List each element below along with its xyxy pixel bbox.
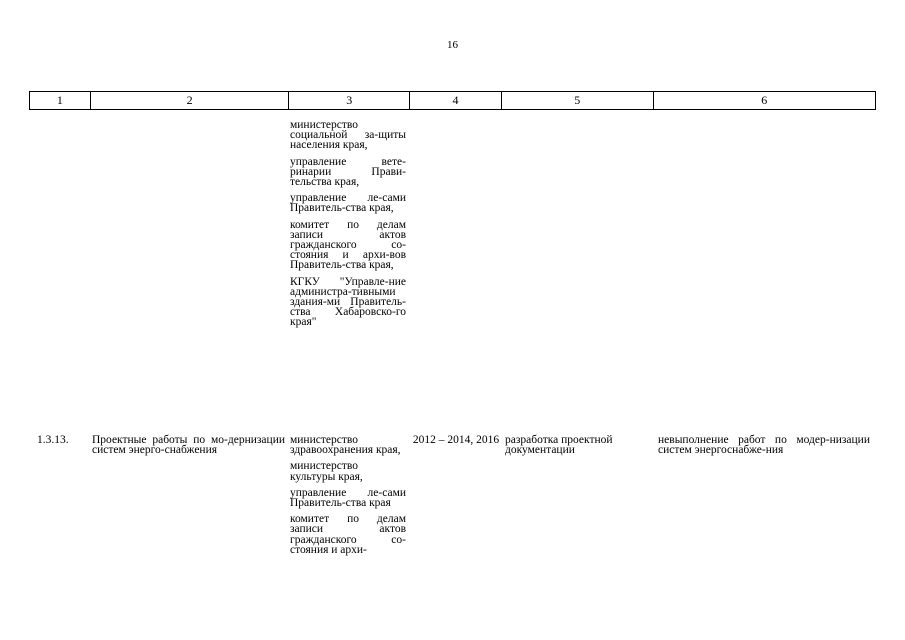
continuation-executors-list [290, 120, 406, 334]
header-col-5: 5 [502, 92, 654, 109]
executor-entry: управление ле-сами Правитель-ства края, [290, 192, 406, 215]
header-col-6: 6 [761, 93, 768, 107]
header-col-1: 1 [30, 92, 91, 109]
measure-title: Проектные работы по мо-дернизации систем энерго-снабжения [92, 434, 285, 457]
executor-entry: министерство культуры края, [290, 460, 363, 483]
executor-entry: министерство социальной за-щиты населения края, [290, 119, 406, 152]
executor-entry: КГКУ "Управле-ние администра-тивными здания-ми Правитель-ства Хабаровско-го края" [290, 275, 406, 329]
page-number: 16 [447, 39, 458, 51]
executor-entry: управление вете-ринарии Прави-тельства края, [290, 155, 406, 189]
executor-entry: управление ле-сами Правитель-ства края [290, 486, 406, 510]
row-number: 1.3.13. [37, 434, 69, 446]
executor-entry: министерство здравоохранения края, [290, 434, 401, 457]
row-executors-list [290, 435, 406, 561]
executor-entry: комитет по делам записи актов гражданского со-стояния и архи- [290, 513, 406, 556]
expected-result: разработка проектной документации [505, 434, 613, 457]
implementation-period: 2012 – 2014, 2016 [412, 434, 500, 446]
header-col-3: 3 [289, 92, 410, 109]
table-header-row [29, 91, 876, 110]
non-implementation-consequence: невыполнение работ по модер-низации систем энергоснабже-ния [658, 434, 870, 457]
header-col-4: 4 [410, 92, 502, 109]
header-col-2: 2 [91, 92, 290, 109]
executor-entry: комитет по делам записи актов гражданского со-стояния и архи-вов Правитель-ства края, [290, 218, 406, 272]
